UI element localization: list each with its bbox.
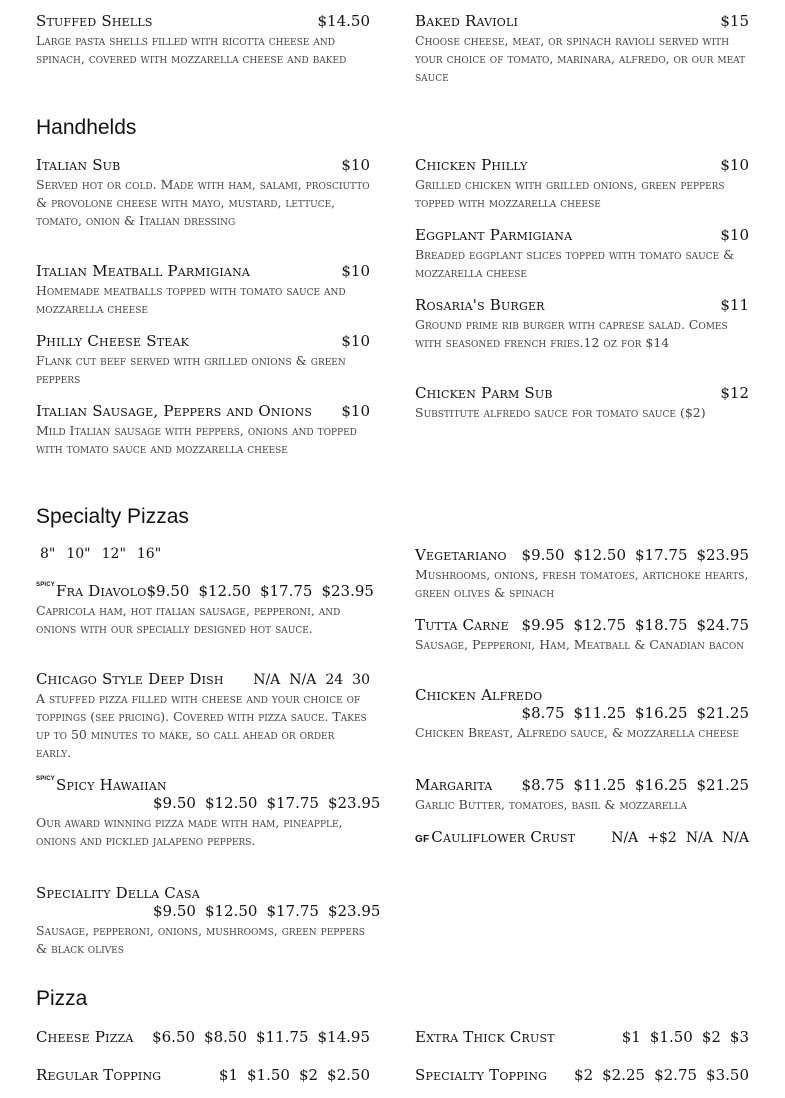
item-name: Spicy Hawaiian xyxy=(56,776,167,794)
gluten-free-icon: GF xyxy=(415,834,430,845)
item-price: $14.50 xyxy=(317,12,370,30)
item-prices xyxy=(622,1028,749,1046)
menu-item-chicago-deep-dish xyxy=(36,670,370,762)
item-name: Chicken Parm Sub xyxy=(415,384,553,402)
price-12: $17.75 xyxy=(266,902,319,920)
menu-item-cauliflower-crust xyxy=(415,828,749,846)
menu-item-chicken-alfredo xyxy=(415,686,749,742)
item-description: Choose cheese, meat, or spinach ravioli served with your choice of tomato, marinara, alfredo, or our meat sauce xyxy=(415,33,746,84)
item-prices xyxy=(219,1066,370,1084)
price-16: $23.95 xyxy=(696,546,749,564)
item-name: Chicago Style Deep Dish xyxy=(36,670,224,688)
item-prices xyxy=(522,776,749,794)
menu-item-eggplant-parmigiana xyxy=(415,226,749,282)
price-16: $23.95 xyxy=(327,794,381,812)
item-prices xyxy=(611,830,749,846)
item-description: Served hot or cold. Made with ham, salami, prosciutto & provolone cheese with mayo, mustard, lettuce, tomato, onion & Italian dressing xyxy=(36,177,370,228)
price-10: $1.50 xyxy=(247,1066,290,1084)
menu-item-chicken-philly xyxy=(415,156,749,212)
menu-item-meatball-parmigiana xyxy=(36,262,370,318)
spicy-icon: SPICY xyxy=(36,582,56,588)
size-label: 8" xyxy=(40,546,56,562)
item-description: Sausage, Pepperoni, Ham, Meatball & Canadian bacon xyxy=(415,637,745,652)
item-prices xyxy=(153,902,380,920)
price-8: $8.75 xyxy=(521,704,565,722)
price-10: $12.50 xyxy=(198,582,251,600)
item-prices xyxy=(522,704,749,722)
price-10: +$2 xyxy=(647,830,677,846)
item-name: Italian Sausage, Peppers and Onions xyxy=(36,402,313,420)
item-description: A stuffed pizza filled with cheese and your choice of toppings (see pricing). Covered with pizza sauce. Takes up to 50 minutes to make, so call ahead or order early. xyxy=(36,691,367,760)
price-8: $8.75 xyxy=(521,776,565,794)
price-12: $17.75 xyxy=(259,582,313,600)
price-10: $11.25 xyxy=(573,704,626,722)
menu-item-fra-diavolo xyxy=(36,582,374,638)
item-name: Philly Cheese Steak xyxy=(36,332,190,350)
price-12: $16.25 xyxy=(635,776,688,794)
price-8: $9.50 xyxy=(153,794,196,812)
price-12: $2 xyxy=(701,1028,721,1046)
section-title-pizza: Pizza xyxy=(36,987,88,1010)
price-12: $2 xyxy=(298,1066,319,1084)
price-16: 30 xyxy=(352,672,370,688)
item-name: Italian Sub xyxy=(36,156,121,174)
item-price: $10 xyxy=(341,402,370,420)
item-name: Cheese Pizza xyxy=(36,1028,134,1046)
price-8: $6.50 xyxy=(152,1028,196,1046)
price-12: $17.75 xyxy=(635,546,688,564)
item-prices xyxy=(522,546,749,564)
price-8: $9.50 xyxy=(521,546,565,564)
price-8: $9.95 xyxy=(521,616,565,634)
price-16: $2.50 xyxy=(327,1066,370,1084)
item-name: Eggplant Parmigiana xyxy=(415,226,573,244)
menu-item-rosarias-burger xyxy=(415,296,749,352)
price-10: $11.25 xyxy=(573,776,626,794)
item-description: Substitute alfredo sauce for tomato sauce ($2) xyxy=(415,405,706,420)
menu-item-stuffed-shells xyxy=(36,12,370,68)
item-price: $10 xyxy=(341,332,370,350)
menu-item-italian-sausage xyxy=(36,402,370,458)
price-10: $8.50 xyxy=(204,1028,247,1046)
price-12: $16.25 xyxy=(635,704,688,722)
menu-item-philly-cheese-steak xyxy=(36,332,370,388)
menu-item-della-casa xyxy=(36,884,381,958)
menu-item-cheese-pizza xyxy=(36,1028,370,1046)
item-description: Sausage, pepperoni, onions, mushrooms, green peppers & black olives xyxy=(36,923,365,956)
menu-item-tutta-carne xyxy=(415,616,749,654)
item-description: Breaded eggplant slices topped with tomato sauce & mozzarella cheese xyxy=(415,247,735,280)
item-name: Specialty Topping xyxy=(415,1066,548,1084)
price-10: $1.50 xyxy=(649,1028,693,1046)
menu-item-italian-sub xyxy=(36,156,370,230)
price-12: $2.75 xyxy=(654,1066,698,1084)
item-price: $11 xyxy=(720,296,749,314)
item-price: $10 xyxy=(341,156,370,174)
item-description: Garlic Butter, tomatoes, basil & mozzarella xyxy=(415,797,687,812)
item-name: Italian Meatball Parmigiana xyxy=(36,262,251,280)
item-prices xyxy=(153,794,380,812)
item-name: Vegetariano xyxy=(415,546,507,564)
item-description: Mushrooms, onions, fresh tomatoes, artichoke hearts, green olives & spinach xyxy=(415,567,749,600)
size-label: 16" xyxy=(136,546,162,562)
item-name: Extra Thick Crust xyxy=(415,1028,555,1046)
price-10: $12.75 xyxy=(573,616,626,634)
item-description: Homemade meatballs topped with tomato sauce and mozzarella cheese xyxy=(36,283,346,316)
spicy-icon: SPICY xyxy=(36,776,56,782)
item-price: $10 xyxy=(341,262,370,280)
item-name: Tutta Carne xyxy=(415,616,509,634)
price-16: $24.75 xyxy=(696,616,749,634)
item-name: Chicken Philly xyxy=(415,156,528,174)
size-header xyxy=(40,546,161,562)
menu-item-regular-topping xyxy=(36,1066,370,1084)
item-prices xyxy=(522,616,749,634)
price-8: $1 xyxy=(621,1028,641,1046)
price-10: $12.50 xyxy=(204,902,258,920)
item-price: $12 xyxy=(720,384,749,402)
price-10: $2.25 xyxy=(602,1066,646,1084)
menu-item-vegetariano xyxy=(415,546,749,602)
price-8: $2 xyxy=(574,1066,594,1084)
price-10: $12.50 xyxy=(204,794,258,812)
item-description: Grilled chicken with grilled onions, green peppers topped with mozzarella cheese xyxy=(415,177,725,210)
menu-item-margarita xyxy=(415,776,749,814)
section-title-handhelds: Handhelds xyxy=(36,116,137,139)
price-8: N/A xyxy=(611,830,639,846)
item-name: Chicken Alfredo xyxy=(415,686,543,704)
size-label: 10" xyxy=(66,546,91,562)
item-name: Stuffed Shells xyxy=(36,12,153,30)
menu-item-baked-ravioli xyxy=(415,12,749,86)
price-16: $14.95 xyxy=(317,1028,370,1046)
item-price: $15 xyxy=(720,12,749,30)
item-name: Fra Diavolo xyxy=(56,582,147,600)
item-description: Capricola ham, hot italian sausage, pepperoni, and onions with our specially designed hot sauce. xyxy=(36,603,341,636)
item-description: Ground prime rib burger with caprese salad. Comes with seasoned french fries.12 oz for $14 xyxy=(415,317,728,350)
item-name: Baked Ravioli xyxy=(415,12,519,30)
item-description: Large pasta shells filled with ricotta cheese and spinach, covered with mozzarella cheese and baked xyxy=(36,33,347,66)
item-name: Margarita xyxy=(415,776,493,794)
item-name: Regular Topping xyxy=(36,1066,162,1084)
item-description: Chicken Breast, Alfredo sauce, & mozzarella cheese xyxy=(415,725,740,740)
item-description: Flank cut beef served with grilled onions & green peppers xyxy=(36,353,346,386)
item-name: Speciality Della Casa xyxy=(36,884,200,902)
price-16: N/A xyxy=(721,830,749,846)
price-12: 24 xyxy=(325,672,344,688)
item-description: Our award winning pizza made with ham, pineapple, onions and pickled jalapeno peppers. xyxy=(36,815,343,848)
price-12: $18.75 xyxy=(635,616,688,634)
item-prices xyxy=(146,582,373,600)
price-16: $3.50 xyxy=(706,1066,749,1084)
menu-item-chicken-parm-sub xyxy=(415,384,749,422)
item-price: $10 xyxy=(720,156,749,174)
item-prices xyxy=(152,1028,370,1046)
price-8: $9.50 xyxy=(146,582,190,600)
price-12: $17.75 xyxy=(266,794,319,812)
item-price: $10 xyxy=(720,226,749,244)
item-prices xyxy=(253,672,370,688)
item-name: Rosaria's Burger xyxy=(415,296,545,314)
menu-item-spicy-hawaiian xyxy=(36,776,381,850)
item-description: Mild Italian sausage with peppers, onions and topped with tomato sauce and mozzarella cheese xyxy=(36,423,357,456)
price-8: N/A xyxy=(253,672,281,688)
price-12: $11.75 xyxy=(256,1028,309,1046)
price-12: N/A xyxy=(685,830,713,846)
price-16: $21.25 xyxy=(696,704,749,722)
price-10: N/A xyxy=(289,672,317,688)
price-16: $23.95 xyxy=(327,902,381,920)
item-prices xyxy=(574,1066,749,1084)
price-10: $12.50 xyxy=(573,546,626,564)
price-16: $3 xyxy=(729,1028,749,1046)
price-16: $23.95 xyxy=(321,582,374,600)
price-16: $21.25 xyxy=(696,776,749,794)
price-8: $1 xyxy=(218,1066,238,1084)
item-name: Cauliflower Crust xyxy=(431,828,576,846)
size-label: 12" xyxy=(101,546,126,562)
price-8: $9.50 xyxy=(153,902,196,920)
menu-item-extra-thick-crust xyxy=(415,1028,749,1046)
section-title-specialty-pizzas: Specialty Pizzas xyxy=(36,505,189,528)
menu-item-specialty-topping xyxy=(415,1066,749,1084)
